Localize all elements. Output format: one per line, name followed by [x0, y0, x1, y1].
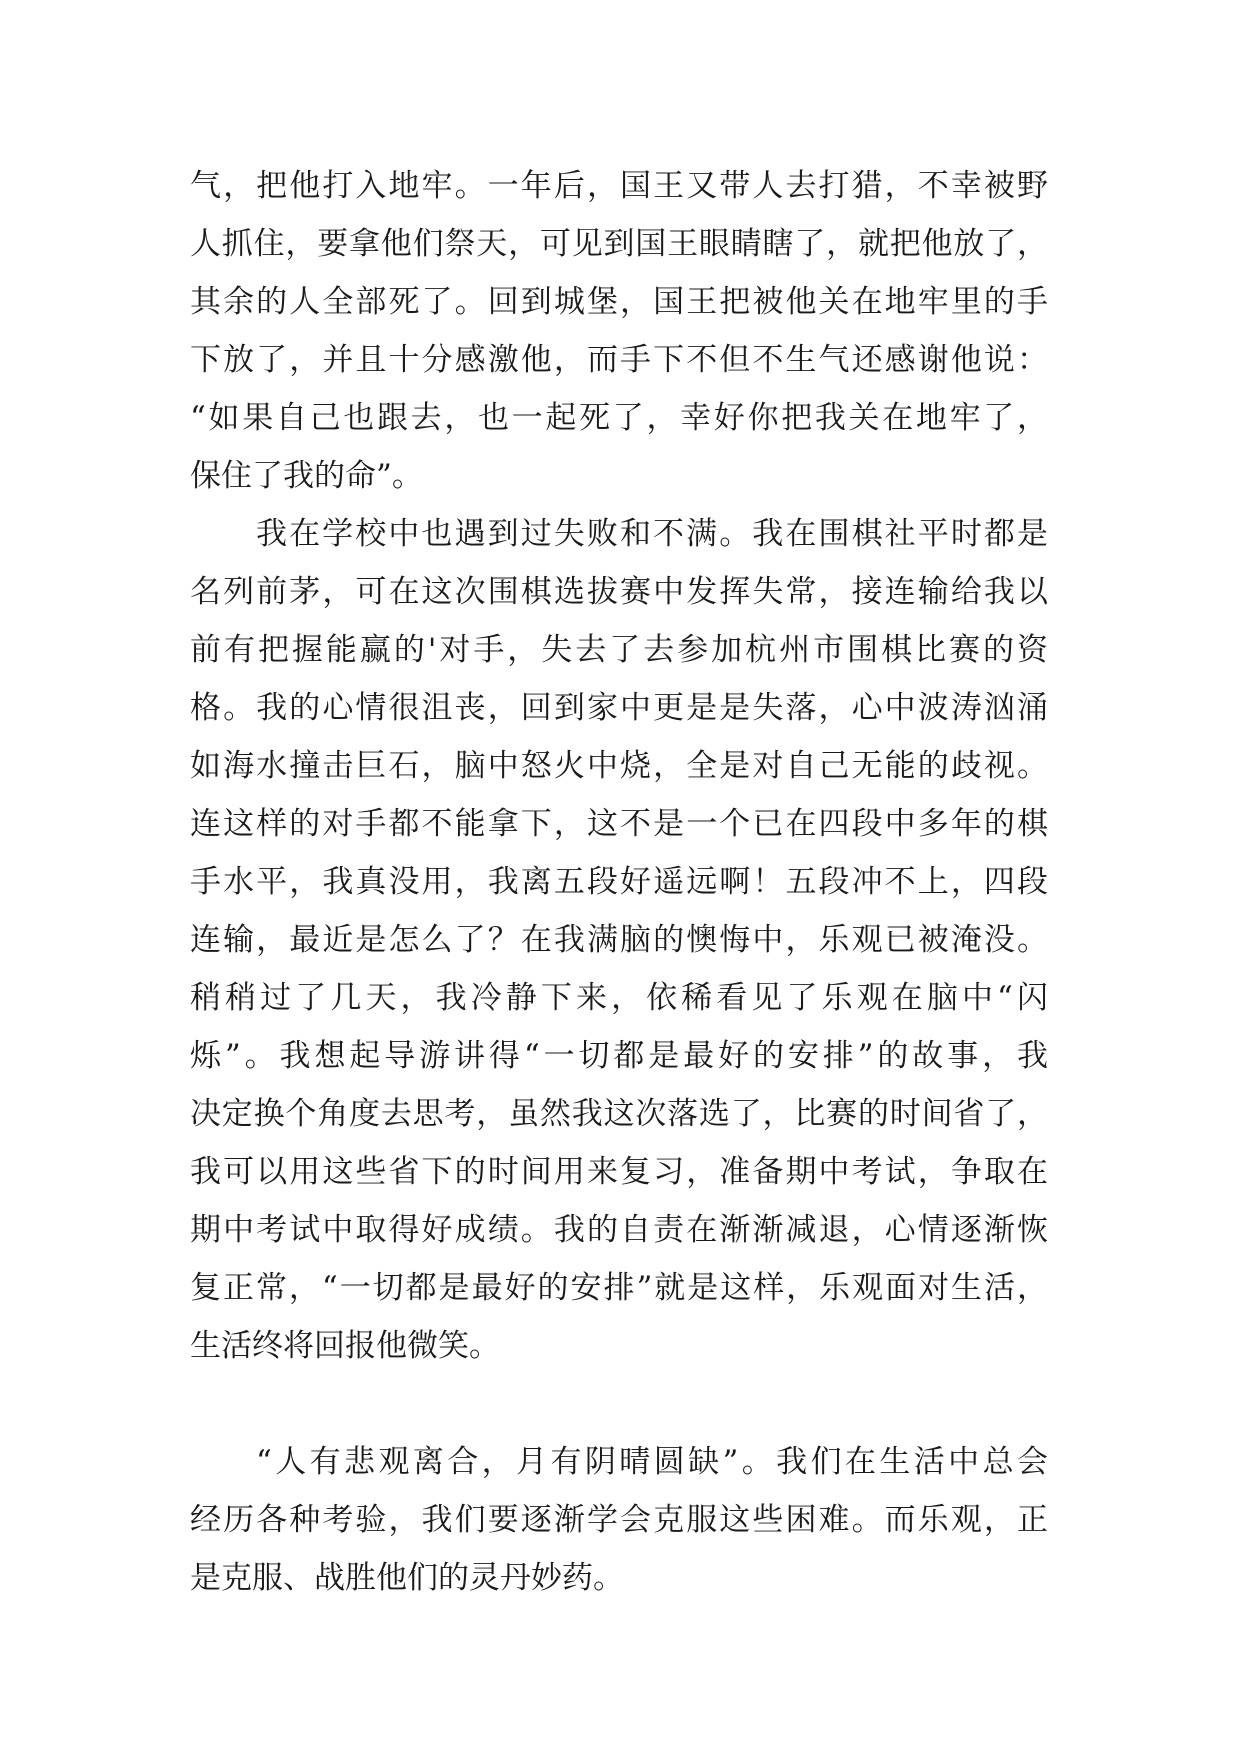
text-line: 下放了，并且十分感激他，而手下不但不生气还感谢他说： — [190, 342, 1048, 378]
text-line: 烁”。我想起导游讲得“一切都是最好的安排”的故事，我 — [190, 1038, 1048, 1074]
text-line: 手水平，我真没用，我离五段好遥远啊！五段冲不上，四段 — [190, 864, 1048, 900]
text-line: 如海水撞击巨石，脑中怒火中烧，全是对自己无能的歧视。 — [190, 748, 1048, 784]
text-line: 经历各种考验，我们要逐渐学会克服这些困难。而乐观，正 — [190, 1502, 1048, 1538]
text-line: 决定换个角度去思考，虽然我这次落选了，比赛的时间省了， — [190, 1096, 1048, 1132]
text-line: 是克服、战胜他们的灵丹妙药。 — [190, 1560, 624, 1596]
text-line: 其余的人全部死了。回到城堡，国王把被他关在地牢里的手 — [190, 284, 1048, 320]
paragraph-first-line: 我在学校中也遇到过失败和不满。我在围棋社平时都是 — [256, 516, 1048, 552]
text-line: 生活终将回报他微笑。 — [190, 1328, 500, 1364]
text-line: 期中考试中取得好成绩。我的自责在渐渐减退，心情逐渐恢 — [190, 1212, 1048, 1248]
text-line: 我可以用这些省下的时间用来复习，准备期中考试，争取在 — [190, 1154, 1048, 1190]
text-line: 前有把握能赢的'对手，失去了去参加杭州市围棋比赛的资 — [190, 632, 1048, 668]
paragraph-first-line: “人有悲观离合，月有阴晴圆缺”。我们在生活中总会 — [256, 1444, 1048, 1480]
text-line: 稍稍过了几天，我冷静下来，依稀看见了乐观在脑中“闪 — [190, 980, 1048, 1016]
text-line: 连输，最近是怎么了？在我满脑的懊悔中，乐观已被淹没。 — [190, 922, 1048, 958]
text-line: 人抓住，要拿他们祭天，可见到国王眼睛瞎了，就把他放了， — [190, 226, 1048, 262]
text-line: “如果自己也跟去，也一起死了，幸好你把我关在地牢了， — [190, 400, 1048, 436]
text-line: 保住了我的命”。 — [190, 458, 423, 494]
text-line: 气，把他打入地牢。一年后，国王又带人去打猎，不幸被野 — [190, 168, 1048, 204]
text-line: 连这样的对手都不能拿下，这不是一个已在四段中多年的棋 — [190, 806, 1048, 842]
text-line: 复正常，“一切都是最好的安排”就是这样，乐观面对生活， — [190, 1270, 1048, 1306]
text-line: 格。我的心情很沮丧，回到家中更是是失落，心中波涛汹涌 — [190, 690, 1048, 726]
text-line: 名列前茅，可在这次围棋选拔赛中发挥失常，接连输给我以 — [190, 574, 1048, 610]
